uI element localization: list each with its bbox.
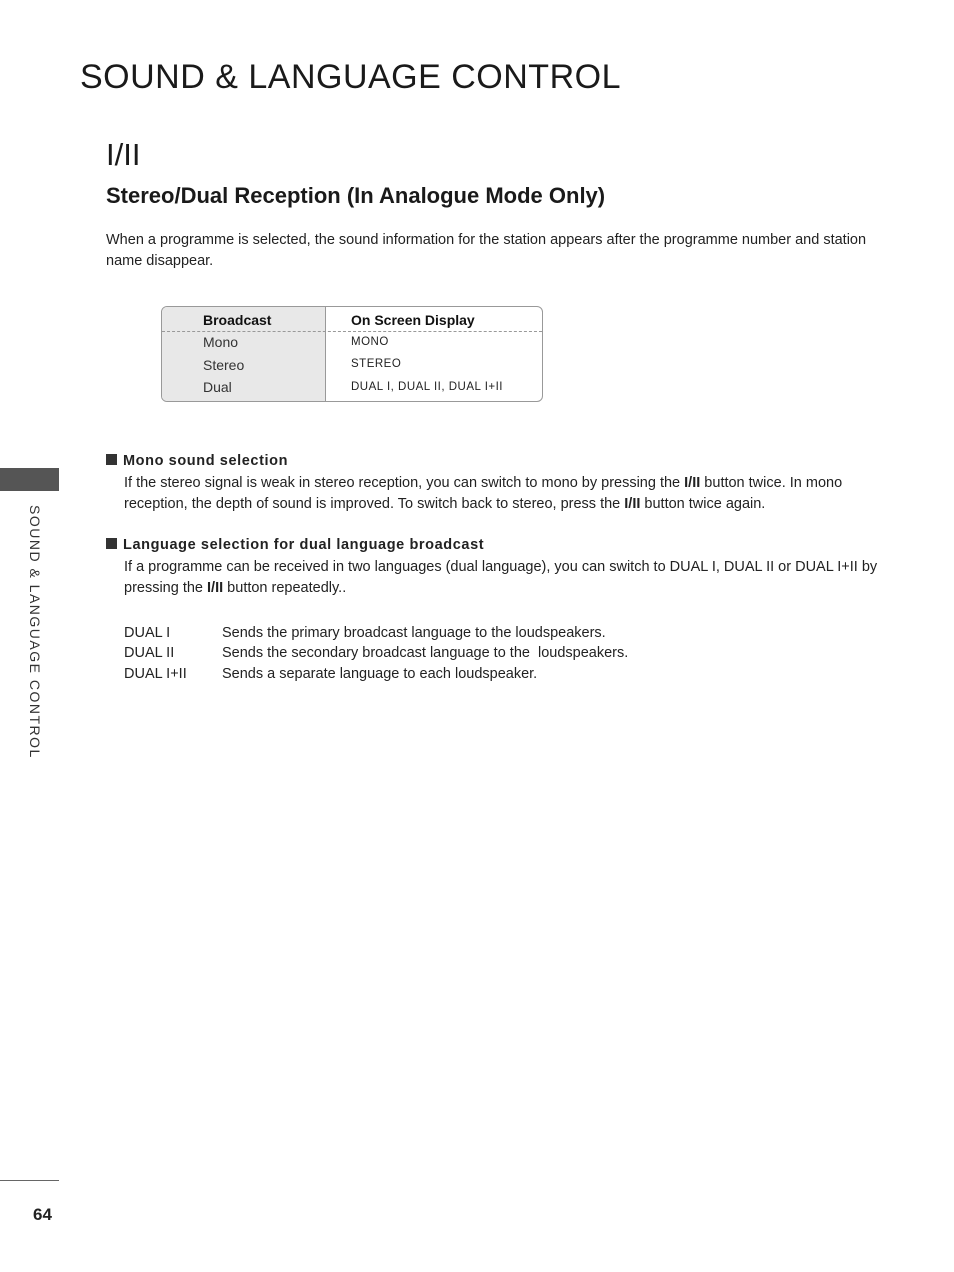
chapter-title: SOUND & LANGUAGE CONTROL [80,58,621,96]
mono-selection-title [106,453,288,469]
mono-selection-title-text: Mono sound selection [123,453,289,469]
mono-text-part: If the stereo signal is weak in stereo reception, you can switch to mono by pressing the [124,475,685,491]
sidebar-tab [0,468,59,491]
table-header-broadcast: Broadcast [203,312,272,328]
dual-mode-key: DUAL I [124,625,171,641]
language-text-part: button repeatedly.. [223,580,347,596]
dual-mode-key: DUAL II [124,645,175,661]
sidebar-chapter-label: SOUND & LANGUAGE CONTROL [27,505,43,759]
dual-mode-desc: Sends the secondary broadcast language to the loudspeakers. [222,645,629,661]
table-cell-broadcast: Mono [203,334,239,350]
language-selection-title-text: Language selection for dual language broadcast [123,537,485,553]
mono-text-part: button twice again. [640,496,766,512]
table-cell-broadcast: Stereo [203,357,245,373]
dual-mode-desc: Sends a separate language to each loudspeaker. [222,666,538,682]
bullet-square-icon [106,538,117,549]
table-cell-display: MONO [351,336,389,348]
key-label: I/II [207,580,224,596]
table-header-display: On Screen Display [351,312,475,328]
section-subtitle: Stereo/Dual Reception (In Analogue Mode Only) [106,183,606,208]
table-header-divider [162,331,542,332]
footer-divider [0,1180,59,1181]
bullet-square-icon [106,454,117,465]
dual-mode-key: DUAL I+II [124,666,187,682]
language-text-part: If a programme can be received in two languages (dual language), you can switch to DUAL I, DUAL II or DUAL I+II by pressing the [124,559,878,596]
page-number: 64 [33,1205,52,1224]
section-heading: I/II [106,137,141,172]
language-selection-title [106,537,484,553]
mono-selection-text [124,473,879,515]
table-cell-display: STEREO [351,358,402,370]
language-selection-text [124,557,879,599]
mono-text-part: button twice. In mono reception, the depth of sound is improved. To switch back to stereo, press the [124,475,843,512]
key-label: I/II [684,475,701,491]
key-label: I/II [624,496,641,512]
dual-mode-desc: Sends the primary broadcast language to the loudspeakers. [222,625,606,641]
intro-paragraph: When a programme is selected, the sound information for the station appears after the programme number and station name disappear. [106,232,867,269]
table-cell-display: DUAL I, DUAL II, DUAL I+II [351,381,503,393]
reception-table [161,306,543,402]
table-cell-broadcast: Dual [203,379,232,395]
